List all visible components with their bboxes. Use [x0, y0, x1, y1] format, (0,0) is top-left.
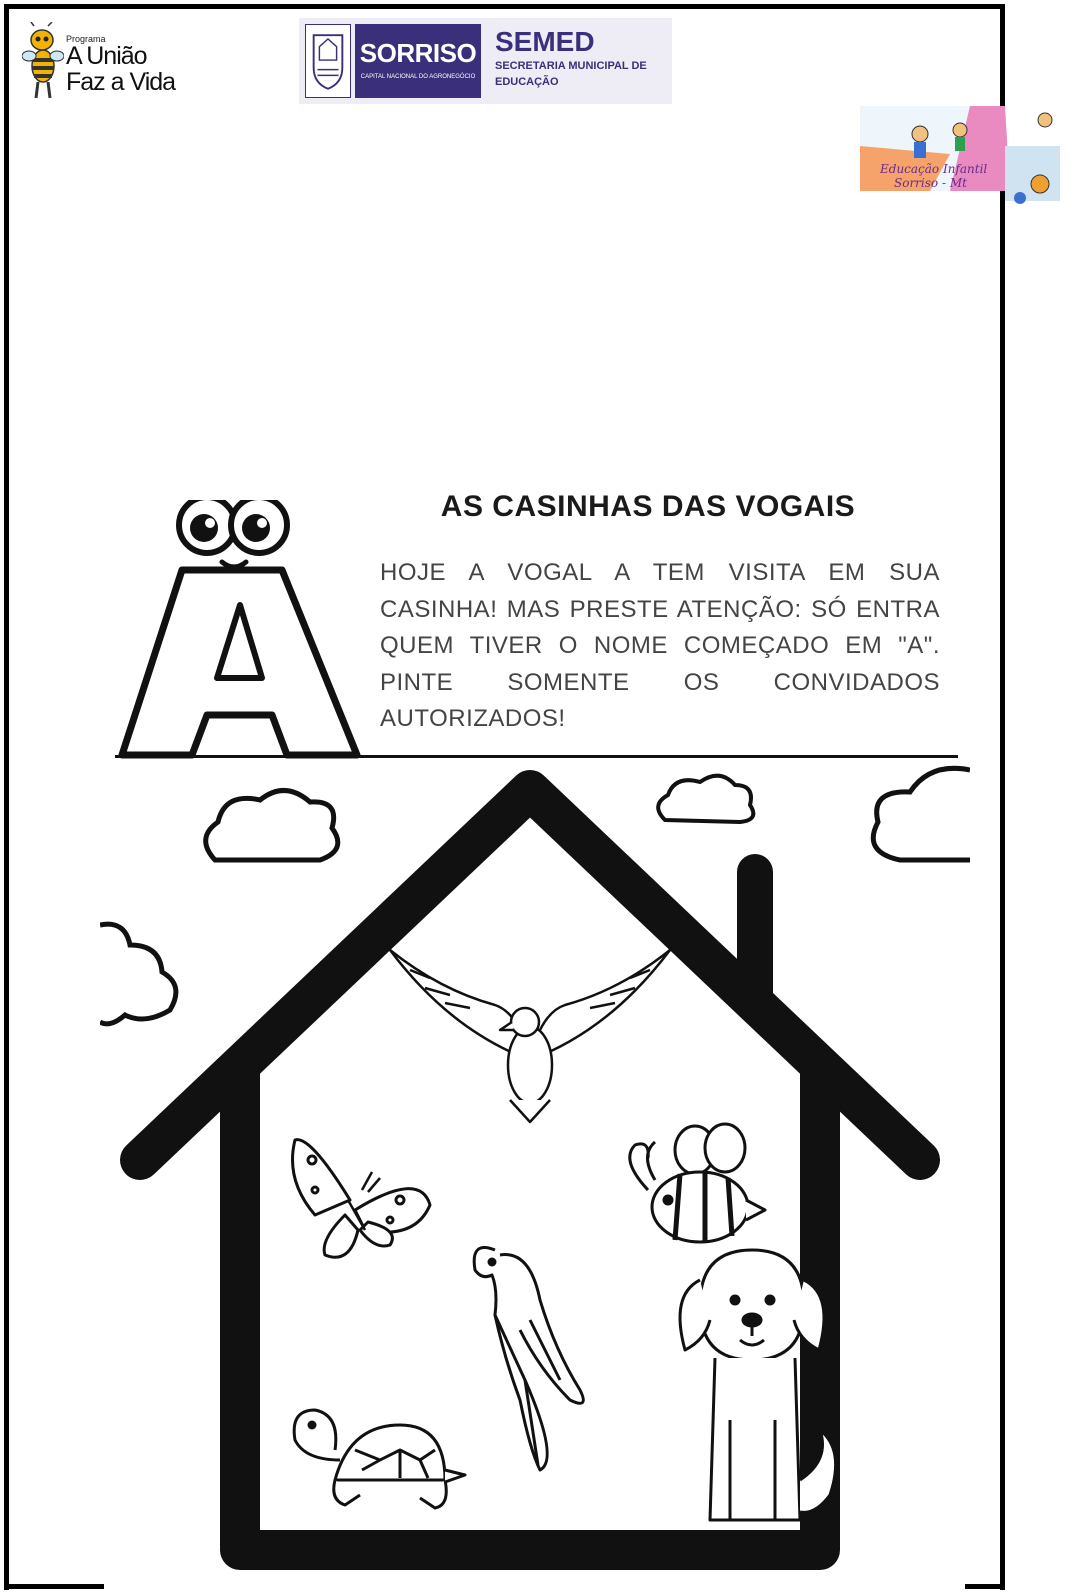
cloud-icon: [100, 924, 176, 1024]
sorriso-logo: [355, 24, 481, 98]
program-name-line2: Faz a Vida: [66, 68, 176, 96]
semed-subtitle-line2: EDUCAÇÃO: [495, 76, 559, 88]
page-border-right: [1000, 4, 1005, 1590]
cloud-icon: [206, 790, 338, 860]
worksheet-title: AS CASINHAS DAS VOGAIS: [440, 490, 856, 523]
letter-a-character-icon: [112, 500, 362, 760]
educacao-infantil-logo: [860, 106, 1070, 218]
semed-banner: [299, 18, 672, 104]
cloud-icon: [873, 768, 970, 860]
city-name: SORRISO: [359, 38, 477, 68]
worksheet-instructions: HOJE A VOGAL A TEM VISITA EM SUA CASINHA! MAS PRESTE ATENÇÃO: SÓ ENTRA QUEM TIVER O NOME COMEÇADO EM "A". PINTE SOMENTE OS CONVIDADOS AUTORIZADOS!: [380, 559, 940, 732]
uniao-faz-a-vida-logo: [22, 22, 182, 102]
semed-title: SEMED: [495, 26, 595, 57]
eagle-icon: [390, 950, 670, 1122]
semed-subtitle-line1: SECRETARIA MUNICIPAL DE: [495, 60, 647, 72]
page-border-bottom-right: [965, 1584, 1005, 1589]
city-tagline: CAPITAL NACIONAL DO AGRONEGÓCIO: [360, 74, 476, 80]
title-divider: [115, 755, 958, 758]
page-border-left: [4, 4, 9, 1590]
butterfly-icon: [293, 1140, 431, 1258]
bee-mascot-icon: [22, 22, 64, 102]
edu-logo-line1: Educação Infantil: [880, 162, 988, 176]
cloud-icon: [658, 776, 753, 822]
page-border-top: [4, 4, 1004, 9]
page-border-bottom-left: [4, 1584, 104, 1589]
edu-logo-line2: Sorriso - Mt: [894, 176, 967, 190]
turtle-icon: [294, 1410, 465, 1508]
city-crest-icon: [305, 24, 351, 98]
program-name-line1: A União: [66, 42, 147, 70]
parrot-icon: [474, 1248, 583, 1471]
vowel-house-illustration: [100, 760, 970, 1595]
program-label: Programa: [66, 34, 106, 44]
bee-icon: [630, 1124, 765, 1242]
